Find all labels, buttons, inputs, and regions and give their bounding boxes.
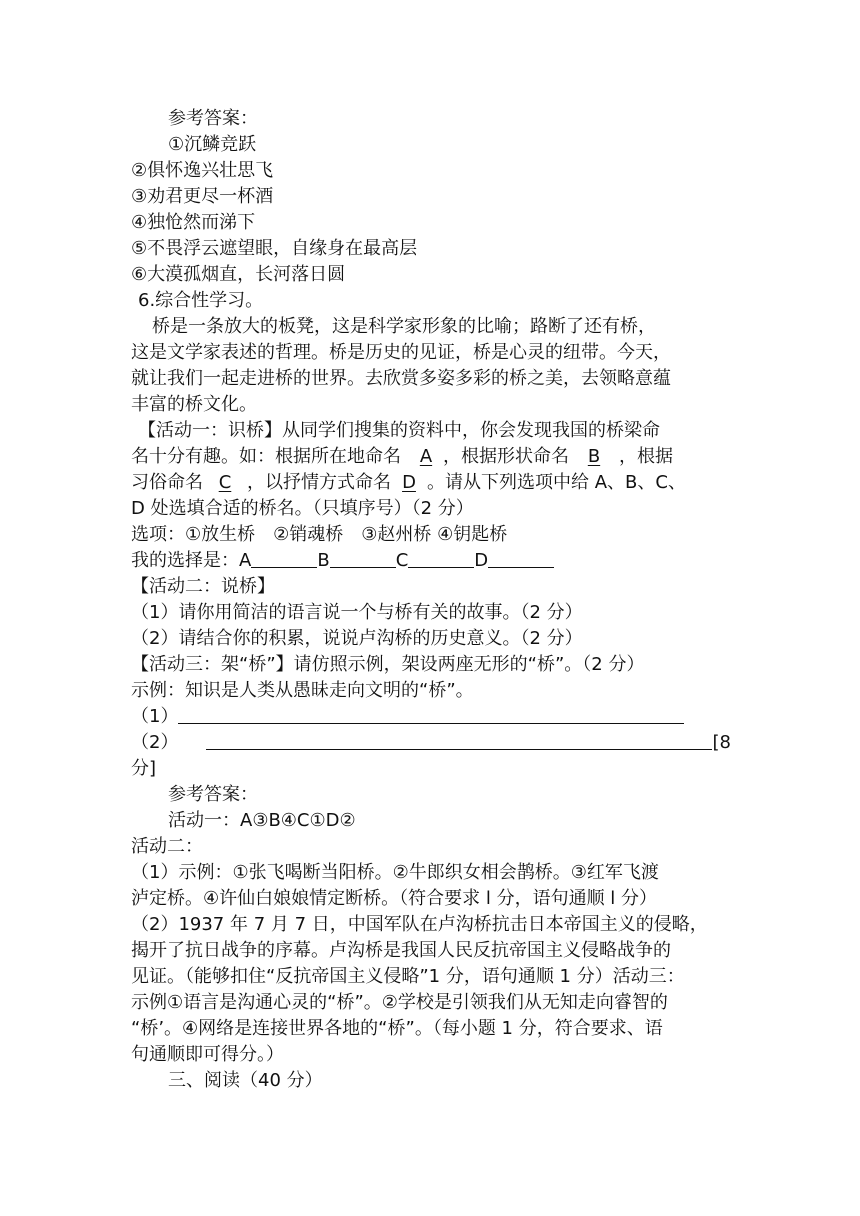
answer-blank[interactable] bbox=[206, 731, 712, 750]
fill-d: D bbox=[402, 472, 416, 493]
choice-blank[interactable] bbox=[330, 549, 396, 568]
activity2-question: （2）请结合你的积累，说说卢沟桥的历史意义。（2 分） bbox=[131, 628, 583, 649]
activity3-example: 示例：知识是人类从愚昧走向文明的“桥”。 bbox=[131, 680, 474, 701]
answer-item: ④独怆然而涕下 bbox=[131, 212, 256, 233]
answer-item: ⑤不畏浮云遮望眼，自缘身在最高层 bbox=[131, 238, 418, 259]
choice-blank[interactable] bbox=[251, 549, 317, 568]
answer-title: 参考答案： bbox=[168, 108, 258, 129]
answer-line: 见证。（能够扣住“反抗帝国主义侵略”1 分，语句通顺 1 分）活动三： bbox=[131, 966, 685, 987]
answer-item: ③劝君更尽一杯酒 bbox=[131, 186, 274, 207]
question-heading: 6.综合性学习。 bbox=[138, 290, 264, 311]
answer-title: 参考答案： bbox=[168, 784, 258, 805]
answer-line: 揭开了抗日战争的序幕。卢沟桥是我国人民反抗帝国主义侵略战争的 bbox=[131, 940, 671, 961]
section-heading: 三、阅读（40 分） bbox=[168, 1070, 323, 1091]
score-tail: 分] bbox=[131, 758, 157, 779]
answer-activity2-label: 活动二： bbox=[131, 836, 203, 857]
answer-line: （2）1937 年 7 月 7 日，中国军队在卢沟桥抗击日本帝国主义的侵略， bbox=[131, 914, 708, 935]
fill-b: B bbox=[587, 446, 601, 467]
choice-blank[interactable] bbox=[408, 549, 474, 568]
activity3-title: 【活动三：架“桥”】请仿照示例，架设两座无形的“桥”。（2 分） bbox=[131, 654, 645, 675]
activity1-line: 【活动一：识桥】从同学们搜集的资料中，你会发现我国的桥梁命 bbox=[138, 420, 660, 441]
fill-c: C bbox=[218, 472, 232, 493]
answer-activity1: 活动一：A③B④C①D② bbox=[168, 810, 356, 831]
activity1-line: D 处选填合适的桥名。（只填序号）（2 分） bbox=[131, 498, 474, 519]
activity2-title: 【活动二：说桥】 bbox=[131, 576, 275, 597]
intro-line: 丰富的桥文化。 bbox=[131, 394, 257, 415]
activity1-line: 习俗命名 C ，以抒情方式命名 D 。请从下列选项中给 A、B、C、 bbox=[131, 470, 731, 496]
answer-blank[interactable] bbox=[178, 705, 684, 724]
intro-line: 这是文学家表述的哲理。桥是历史的见证，桥是心灵的纽带。今天， bbox=[131, 342, 671, 363]
answer-item: ⑥大漠孤烟直，长河落日圆 bbox=[131, 264, 346, 285]
answer-line: 泸定桥。④许仙白娘娘情定断桥。（符合要求 l 分，语句通顺 l 分） bbox=[131, 888, 658, 909]
answer-item: ②俱怀逸兴壮思飞 bbox=[131, 160, 274, 181]
answer-item: ①沉鳞竞跃 bbox=[168, 134, 257, 155]
activity1-line: 名十分有趣。如：根据所在地命名 A ，根据形状命名 B ，根据 bbox=[131, 444, 731, 470]
activity2-question: （1）请你用简洁的语言说一个与桥有关的故事。（2 分） bbox=[131, 602, 583, 623]
options-line: 选项：①放生桥 ②销魂桥 ③赵州桥 ④钥匙桥 bbox=[131, 524, 508, 545]
answer-line: 句通顺即可得分。） bbox=[131, 1044, 284, 1065]
choice-line: 我的选择是：A B C D bbox=[131, 548, 731, 574]
answer-line: （1）示例：①张飞喝断当阳桥。②牛郎织女相会鹊桥。③红军飞渡 bbox=[131, 862, 659, 883]
answer-line: 示例①语言是沟通心灵的“桥”。②学校是引领我们从无知走向睿智的 bbox=[131, 992, 668, 1013]
answer-line-1: （1） bbox=[131, 704, 731, 730]
answer-line: “桥’。④网络是连接世界各地的“桥”。（每小题 1 分，符合要求、语 bbox=[131, 1018, 663, 1039]
fill-a: A bbox=[419, 446, 433, 467]
answer-line-2: （2） [8 bbox=[131, 732, 731, 753]
intro-line: 桥是一条放大的板凳，这是科学家形象的比喻；路断了还有桥， bbox=[152, 316, 656, 337]
choice-blank[interactable] bbox=[488, 549, 554, 568]
intro-line: 就让我们一起走进桥的世界。去欣赏多姿多彩的桥之美，去领略意蕴 bbox=[131, 368, 671, 389]
